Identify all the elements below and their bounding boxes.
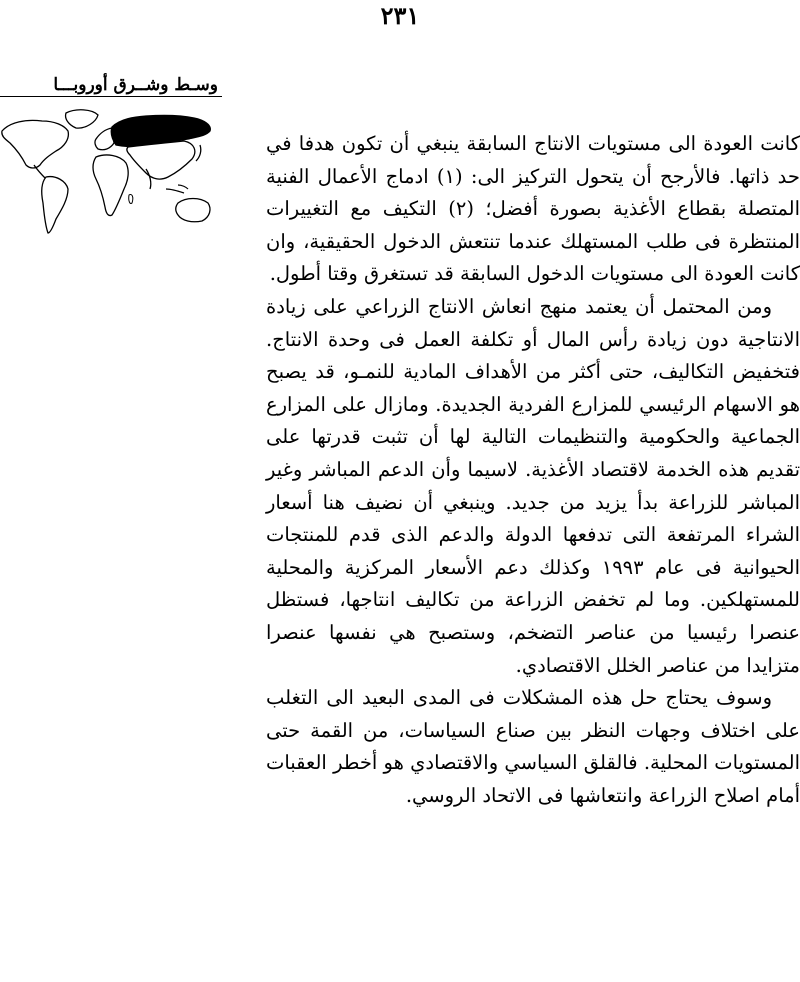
section-sidebar xyxy=(0,74,222,239)
paragraph: كانت العودة الى مستويات الانتاج السابقة ينبغي أن تكون هدفا في حد ذاتها. فالأرجح أن يتحول التركيز الى: (١) ادماج الأعمال الفنية المتصلة بقطاع الأغذية بصورة أفضل؛ (٢) التكيف مع التغييرات المنتظرة فى طلب المستهلك عندما تنتعش الدخول الحقيقية، وان كانت العودة الى مستويات الدخول السابقة قد تستغرق وقتا أطول. xyxy=(266,132,800,286)
paragraph: ومن المحتمل أن يعتمد منهج انعاش الانتاج الزراعي على زيادة الانتاجية دون زيادة رأس المال أو تكلفة العمل فى وحدة الانتاج. فتخفيض التكاليف، حتى أكثر من الأهداف المادية للنمـو، قد يصبح هو الاسهام الرئيسي للمزارع الفردية الجديدة. ومازال على المزارع الجماعية والحكومية والتنظيمات التالية لها أن تثبت قدرتها على تقديم هذه الخدمة لاقتصاد الأغذية. لاسيما وأن الدعم المباشر وغير المباشر للزراعة بدأ يزيد من جديد. وينبغي أن نضيف هنا أسعار الشراء المرتفعة التى تدفعها الدولة والدعم الذى قدم للمنتجات الحيوانية فى عام ١٩٩٣ وكذلك دعم الأسعار المركزية والمحلية للمستهلكين. وما لم تخفض الزراعة من تكاليف انتاجها، فستظل عنصرا رئيسيا من عناصر التضخم، وستصبح هي نفسها عنصرا متزايدا من عناصر الخلل الاقتصادي. xyxy=(266,294,800,677)
paragraph: وسوف يحتاج حل هذه المشكلات فى المدى البعيد الى التغلب على اختلاف وجهات النظر بين صناع السياسات، من القمة حتى المستويات المحلية. فالقلق السياسي والاقتصادي هو أخطر العقبات أمام اصلاح الزراعة وانتعاشها فى الاتحاد الروسي. xyxy=(266,686,800,807)
world-map-icon xyxy=(0,109,222,239)
section-title: وسـط وشــرق أوروبـــا xyxy=(0,74,222,97)
page-number: ٢٣١ xyxy=(380,1,420,30)
article-body xyxy=(266,128,800,812)
